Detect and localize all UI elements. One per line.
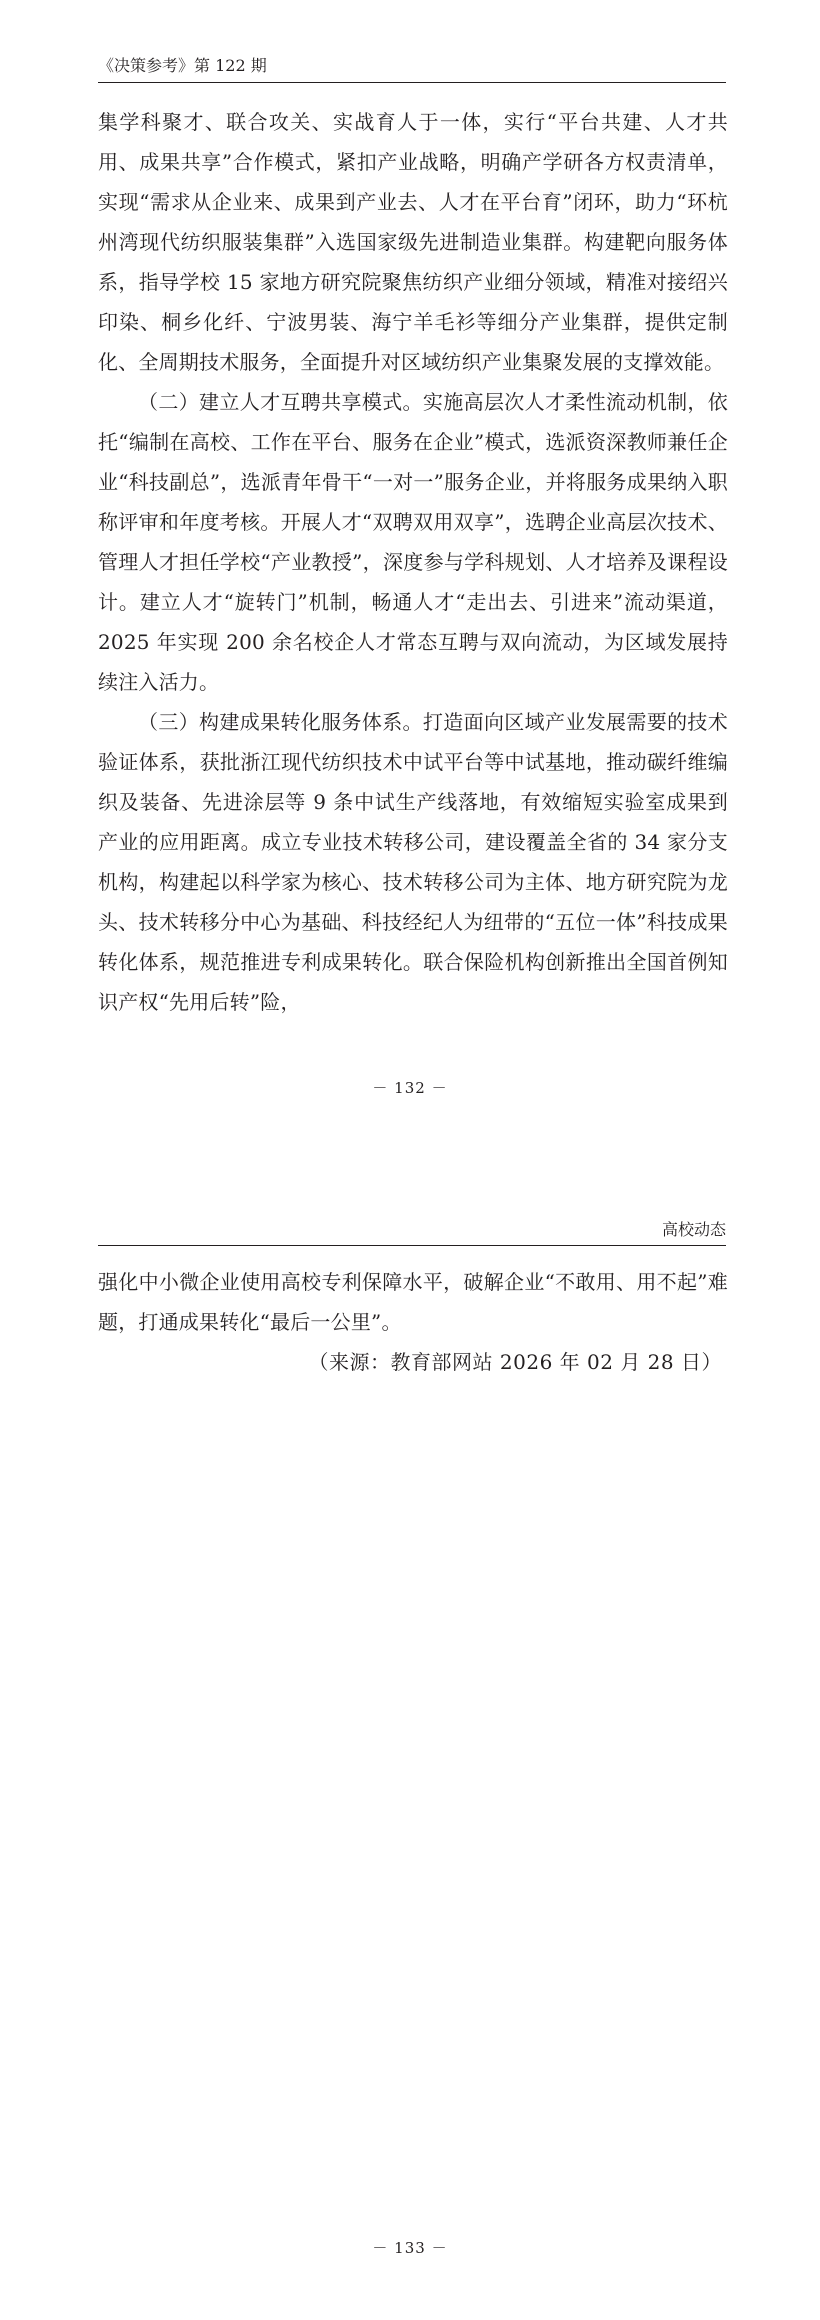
article-body	[98, 102, 728, 1022]
page-number: － 133 －	[372, 2239, 448, 2257]
running-header: 《决策参考》第 122 期	[98, 56, 267, 75]
paragraph-continued: 集学科聚才、联合攻关、实战育人于一体，实行“平台共建、人才共用、成果共享”合作模式，紧扣产业战略，明确产学研各方权责清单，实现“需求从企业来、成果到产业去、人才在平台育”闭环，助力“环杭州湾现代纺织服装集群”入选国家级先进制造业集群。构建靶向服务体系，指导学校 15 家地方研究院聚焦纺织产业细分领域，精准对接绍兴印染、桐乡化纤、宁波男装、海宁羊毛衫等细分产业集群，提供定制化、全周期技术服务，全面提升对区域纺织产业集聚发展的支撑效能。	[98, 110, 728, 374]
paragraph-talent-exchange: （二）建立人才互聘共享模式。实施高层次人才柔性流动机制，依托“编制在高校、工作在平台、服务在企业”模式，选派资深教师兼任企业“科技副总”，选派青年骨干“一对一”服务企业，并将服务成果纳入职称评审和年度考核。开展人才“双聘双用双享”，选聘企业高层次技术、管理人才担任学校“产业教授”，深度参与学科规划、人才培养及课程设计。建立人才“旋转门”机制，畅通人才“走出去、引进来”流动渠道，2025 年实现 200 余名校企人才常态互聘与双向流动，为区域发展持续注入活力。	[98, 390, 728, 694]
running-header: 高校动态	[661, 1220, 726, 1239]
paragraph-achievement-transfer: （三）构建成果转化服务体系。打造面向区域产业发展需要的技术验证体系，获批浙江现代纺织技术中试平台等中试基地，推动碳纤维编织及装备、先进涂层等 9 条中试生产线落地，有效缩短实验室成果到产业的应用距离。成立专业技术转移公司，建设覆盖全省的 34 家分支机构，构建起以科学家为核心、技术转移公司为主体、地方研究院为龙头、技术转移分中心为基础、科技经纪人为纽带的“五位一体”科技成果转化体系，规范推进专利成果转化。联合保险机构创新推出全国首例知识产权“先用后转”险，	[98, 710, 728, 1014]
paragraph-continued: 强化中小微企业使用高校专利保障水平，破解企业“不敢用、用不起”难题，打通成果转化“最后一公里”。	[98, 1270, 728, 1334]
source-attribution: （来源：教育部网站 2026 年 02 月 28 日）	[308, 1350, 722, 1374]
header-divider	[98, 1245, 726, 1246]
page-133	[0, 1160, 820, 2320]
article-body	[98, 1262, 728, 1342]
header-divider	[98, 82, 726, 83]
page-number: － 132 －	[372, 1079, 448, 1097]
